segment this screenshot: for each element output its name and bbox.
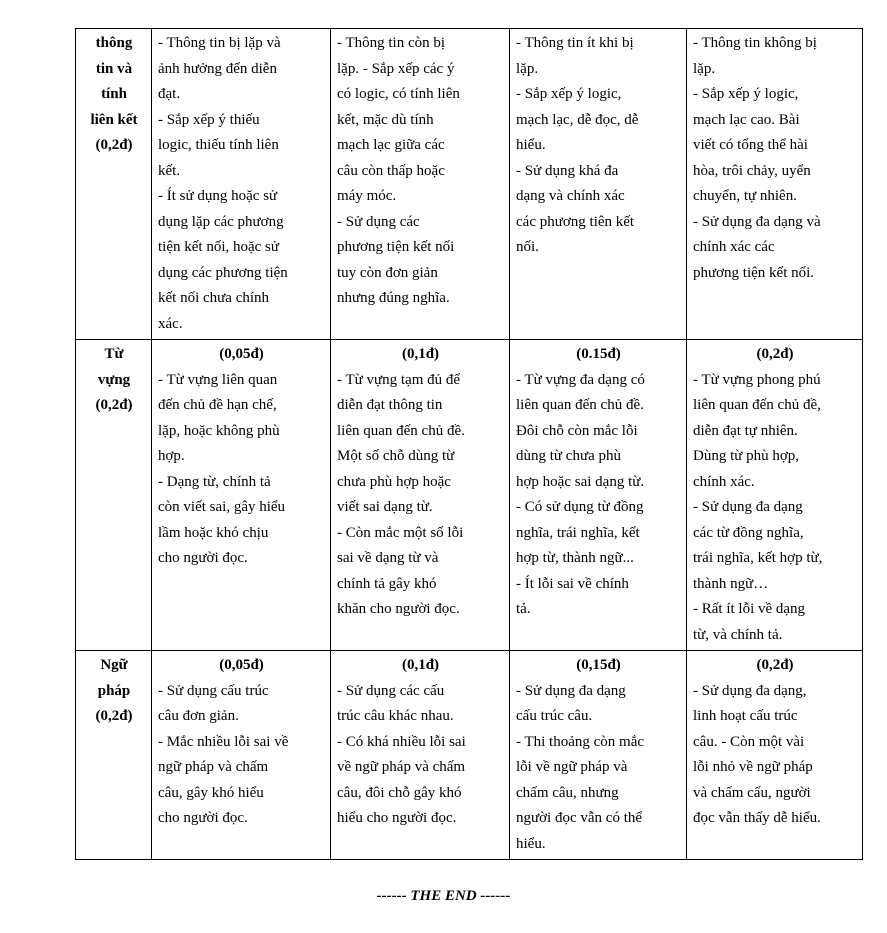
descriptor-line: cho người đọc.	[158, 550, 248, 566]
descriptor-line: người đọc vẫn có thể	[516, 810, 643, 826]
descriptor-line: lặp.	[516, 60, 539, 77]
descriptor-line: - Sử dụng các cấu	[337, 682, 445, 699]
criterion-cell	[76, 651, 152, 860]
level-score: (0,2đ)	[756, 657, 794, 673]
level-cell	[331, 340, 510, 651]
descriptor-line: Đôi chỗ còn mắc lỗi	[516, 422, 638, 439]
descriptor-line: - Thi thoảng còn mắc	[516, 733, 645, 750]
level-cell	[687, 29, 863, 340]
descriptor-line: - Có khá nhiều lỗi sai	[337, 733, 466, 750]
descriptor-line: linh hoạt cấu trúc	[693, 708, 798, 724]
descriptor-line: tiện kết nối, hoặc sử	[158, 239, 280, 255]
descriptor-line: nối.	[516, 239, 539, 255]
criterion-line: tính	[101, 86, 127, 102]
descriptor-line: nhưng đúng nghĩa.	[337, 290, 450, 306]
rubric-row	[76, 29, 863, 340]
descriptor-line: chuyển, tự nhiên.	[693, 188, 797, 204]
level-cell	[152, 29, 331, 340]
descriptor-line: đạt.	[158, 86, 181, 102]
descriptor-line: - Có sử dụng từ đồng	[516, 499, 644, 515]
descriptor-line: - Ít sử dụng hoặc sử	[158, 188, 278, 204]
descriptor-line: mạch lạc giữa các	[337, 137, 445, 153]
descriptor-line: lỗi về ngữ pháp và	[516, 759, 628, 775]
descriptor-line: chính xác.	[693, 473, 755, 490]
descriptor-line: về ngữ pháp và chấm	[337, 759, 466, 775]
descriptor-line: - Rất ít lỗi về dạng	[693, 601, 806, 617]
descriptor-line: - Thông tin bị lặp và	[158, 35, 281, 51]
descriptor-line: - Sắp xếp ý logic,	[516, 86, 622, 102]
criterion-cell	[76, 340, 152, 651]
descriptor-line: lặp. - Sắp xếp các ý	[337, 60, 455, 77]
descriptor-line: viết sai dạng từ.	[337, 499, 433, 515]
descriptor-line: hiểu.	[516, 137, 546, 153]
descriptor-line: nghĩa, trái nghĩa, kết	[516, 524, 640, 541]
descriptor-line: lặp.	[693, 60, 716, 77]
level-cell	[510, 340, 687, 651]
level-cell	[152, 340, 331, 651]
descriptor-line: diễn đạt thông tin	[337, 397, 443, 413]
level-cell	[331, 651, 510, 860]
criterion-line: tin và	[95, 60, 133, 77]
descriptor-line: có logic, có tính liên	[337, 86, 460, 102]
descriptor-line: - Thông tin ít khi bị	[516, 35, 634, 51]
level-cell	[510, 651, 687, 860]
descriptor-line: liên quan đến chủ đề,	[693, 397, 821, 413]
descriptor-line: trúc câu khác nhau.	[337, 708, 454, 724]
descriptor-line: - Từ vựng liên quan	[158, 371, 278, 388]
descriptor-line: chính xác các	[693, 239, 775, 255]
descriptor-line: chấm câu, nhưng	[516, 784, 619, 801]
descriptor-line: - Sử dụng đa dạng	[693, 499, 803, 515]
level-score: (0.15đ)	[576, 346, 621, 362]
level-score: (0,15đ)	[576, 657, 621, 673]
descriptor-line: - Sắp xếp ý thiếu	[158, 111, 260, 128]
descriptor-line: hiểu.	[516, 835, 546, 852]
descriptor-line: mạch lạc cao. Bài	[693, 111, 800, 128]
descriptor-line: Một số chỗ dùng từ	[337, 448, 455, 464]
descriptor-line: các phương tiên kết	[516, 213, 635, 230]
descriptor-line: tả.	[516, 601, 531, 617]
descriptor-line: hợp.	[158, 448, 185, 464]
descriptor-line: đọc vẫn thấy dễ hiểu.	[693, 810, 821, 826]
level-score: (0,1đ)	[401, 657, 440, 673]
descriptor-line: sai về dạng từ và	[337, 550, 439, 566]
descriptor-line: - Ít lỗi sai về chính	[516, 575, 629, 592]
descriptor-line: dạng và chính xác	[516, 188, 625, 204]
descriptor-line: - Sử dụng khá đa	[516, 162, 619, 179]
rubric-table	[75, 28, 863, 860]
rubric-row	[76, 340, 863, 651]
descriptor-line: và chấm cấu, người	[693, 784, 811, 801]
descriptor-line: chính tả gây khó	[337, 575, 437, 592]
rubric-body	[76, 29, 863, 860]
descriptor-line: trái nghĩa, kết hợp từ,	[693, 550, 823, 566]
descriptor-line: dụng các phương tiện	[158, 264, 288, 281]
end-marker: ------ THE END ------	[376, 888, 511, 904]
descriptor-line: khăn cho người đọc.	[337, 601, 460, 617]
descriptor-line: diễn đạt tự nhiên.	[693, 422, 798, 439]
descriptor-line: hợp từ, thành ngữ...	[516, 550, 634, 566]
level-cell	[510, 29, 687, 340]
descriptor-line: cấu trúc câu.	[516, 708, 593, 724]
level-cell	[687, 651, 863, 860]
descriptor-line: dụng lặp các phương	[158, 213, 284, 230]
criterion-line: thông	[95, 35, 133, 51]
descriptor-line: - Thông tin không bị	[693, 35, 817, 51]
criterion-line: (0,2đ)	[95, 708, 133, 724]
descriptor-line: hợp hoặc sai dạng từ.	[516, 473, 645, 490]
descriptor-line: liên quan đến chủ đề.	[337, 422, 465, 439]
descriptor-line: các từ đồng nghĩa,	[693, 524, 804, 541]
level-score: (0,05đ)	[219, 346, 264, 362]
criterion-line: liên kết	[90, 111, 138, 128]
descriptor-line: câu. - Còn một vài	[693, 733, 805, 750]
descriptor-line: câu, đôi chỗ gây khó	[337, 784, 462, 801]
level-cell	[687, 340, 863, 651]
descriptor-line: đến chủ đề hạn chế,	[158, 397, 277, 413]
descriptor-line: kết.	[158, 162, 181, 179]
descriptor-line: dùng từ chưa phù	[516, 448, 621, 464]
criterion-line: Ngữ	[100, 657, 128, 673]
descriptor-line: - Còn mắc một số lỗi	[337, 524, 464, 541]
descriptor-line: còn viết sai, gây hiểu	[158, 499, 286, 515]
descriptor-line: - Từ vựng tạm đủ để	[337, 371, 461, 388]
descriptor-line: - Sử dụng cấu trúc	[158, 682, 269, 699]
descriptor-line: kết nối chưa chính	[158, 290, 270, 306]
criterion-line: (0,2đ)	[95, 137, 133, 153]
descriptor-line: mạch lạc, dễ đọc, dễ	[516, 111, 639, 128]
descriptor-line: lỗi nhỏ về ngữ pháp	[693, 759, 813, 775]
descriptor-line: - Từ vựng đa dạng có	[516, 371, 645, 388]
descriptor-line: - Mắc nhiều lỗi sai về	[158, 733, 289, 750]
criterion-line: pháp	[97, 682, 131, 699]
descriptor-line: liên quan đến chủ đề.	[516, 397, 644, 413]
descriptor-line: máy móc.	[337, 188, 397, 204]
descriptor-line: logic, thiếu tính liên	[158, 137, 279, 153]
descriptor-line: thành ngữ…	[693, 575, 769, 592]
descriptor-line: kết, mặc dù tính	[337, 111, 434, 128]
descriptor-line: hiểu cho người đọc.	[337, 810, 457, 826]
descriptor-line: câu còn thấp hoặc	[337, 162, 445, 179]
rubric-row	[76, 651, 863, 860]
descriptor-line: xác.	[158, 315, 183, 332]
descriptor-line: lầm hoặc khó chịu	[158, 524, 269, 541]
level-cell	[152, 651, 331, 860]
criterion-line: vựng	[97, 371, 131, 388]
descriptor-line: - Sử dụng đa dạng	[516, 682, 626, 699]
descriptor-line: câu đơn giản.	[158, 708, 239, 724]
descriptor-line: tuy còn đơn giản	[337, 264, 438, 281]
descriptor-line: câu, gây khó hiểu	[158, 784, 264, 801]
descriptor-line: lặp, hoặc không phù	[158, 422, 280, 439]
criterion-line: Từ	[104, 346, 124, 362]
descriptor-line: - Sử dụng đa dạng,	[693, 682, 807, 699]
descriptor-line: - Sử dụng các	[337, 213, 420, 230]
descriptor-line: viết có tổng thể hài	[693, 137, 808, 153]
descriptor-line: hòa, trôi chảy, uyển	[693, 162, 811, 179]
descriptor-line: phương tiện kết nối.	[693, 264, 815, 281]
descriptor-line: từ, và chính tả.	[693, 626, 783, 643]
descriptor-line: - Sử dụng đa dạng và	[693, 213, 821, 230]
level-score: (0,2đ)	[756, 346, 794, 362]
descriptor-line: - Thông tin còn bị	[337, 35, 446, 51]
level-score: (0,05đ)	[219, 657, 264, 673]
criterion-cell	[76, 29, 152, 340]
descriptor-line: - Dạng từ, chính tả	[158, 473, 271, 490]
descriptor-line: - Sắp xếp ý logic,	[693, 86, 799, 102]
descriptor-line: cho người đọc.	[158, 810, 248, 826]
descriptor-line: - Từ vựng phong phú	[693, 371, 821, 388]
descriptor-line: ảnh hưởng đến diễn	[158, 60, 277, 77]
level-cell	[331, 29, 510, 340]
descriptor-line: Dùng từ phù hợp,	[693, 448, 800, 464]
descriptor-line: phương tiện kết nối	[337, 239, 455, 255]
criterion-line: (0,2đ)	[95, 397, 133, 413]
level-score: (0,1đ)	[401, 346, 440, 362]
descriptor-line: ngữ pháp và chấm	[158, 759, 269, 775]
descriptor-line: chưa phù hợp hoặc	[337, 473, 451, 490]
